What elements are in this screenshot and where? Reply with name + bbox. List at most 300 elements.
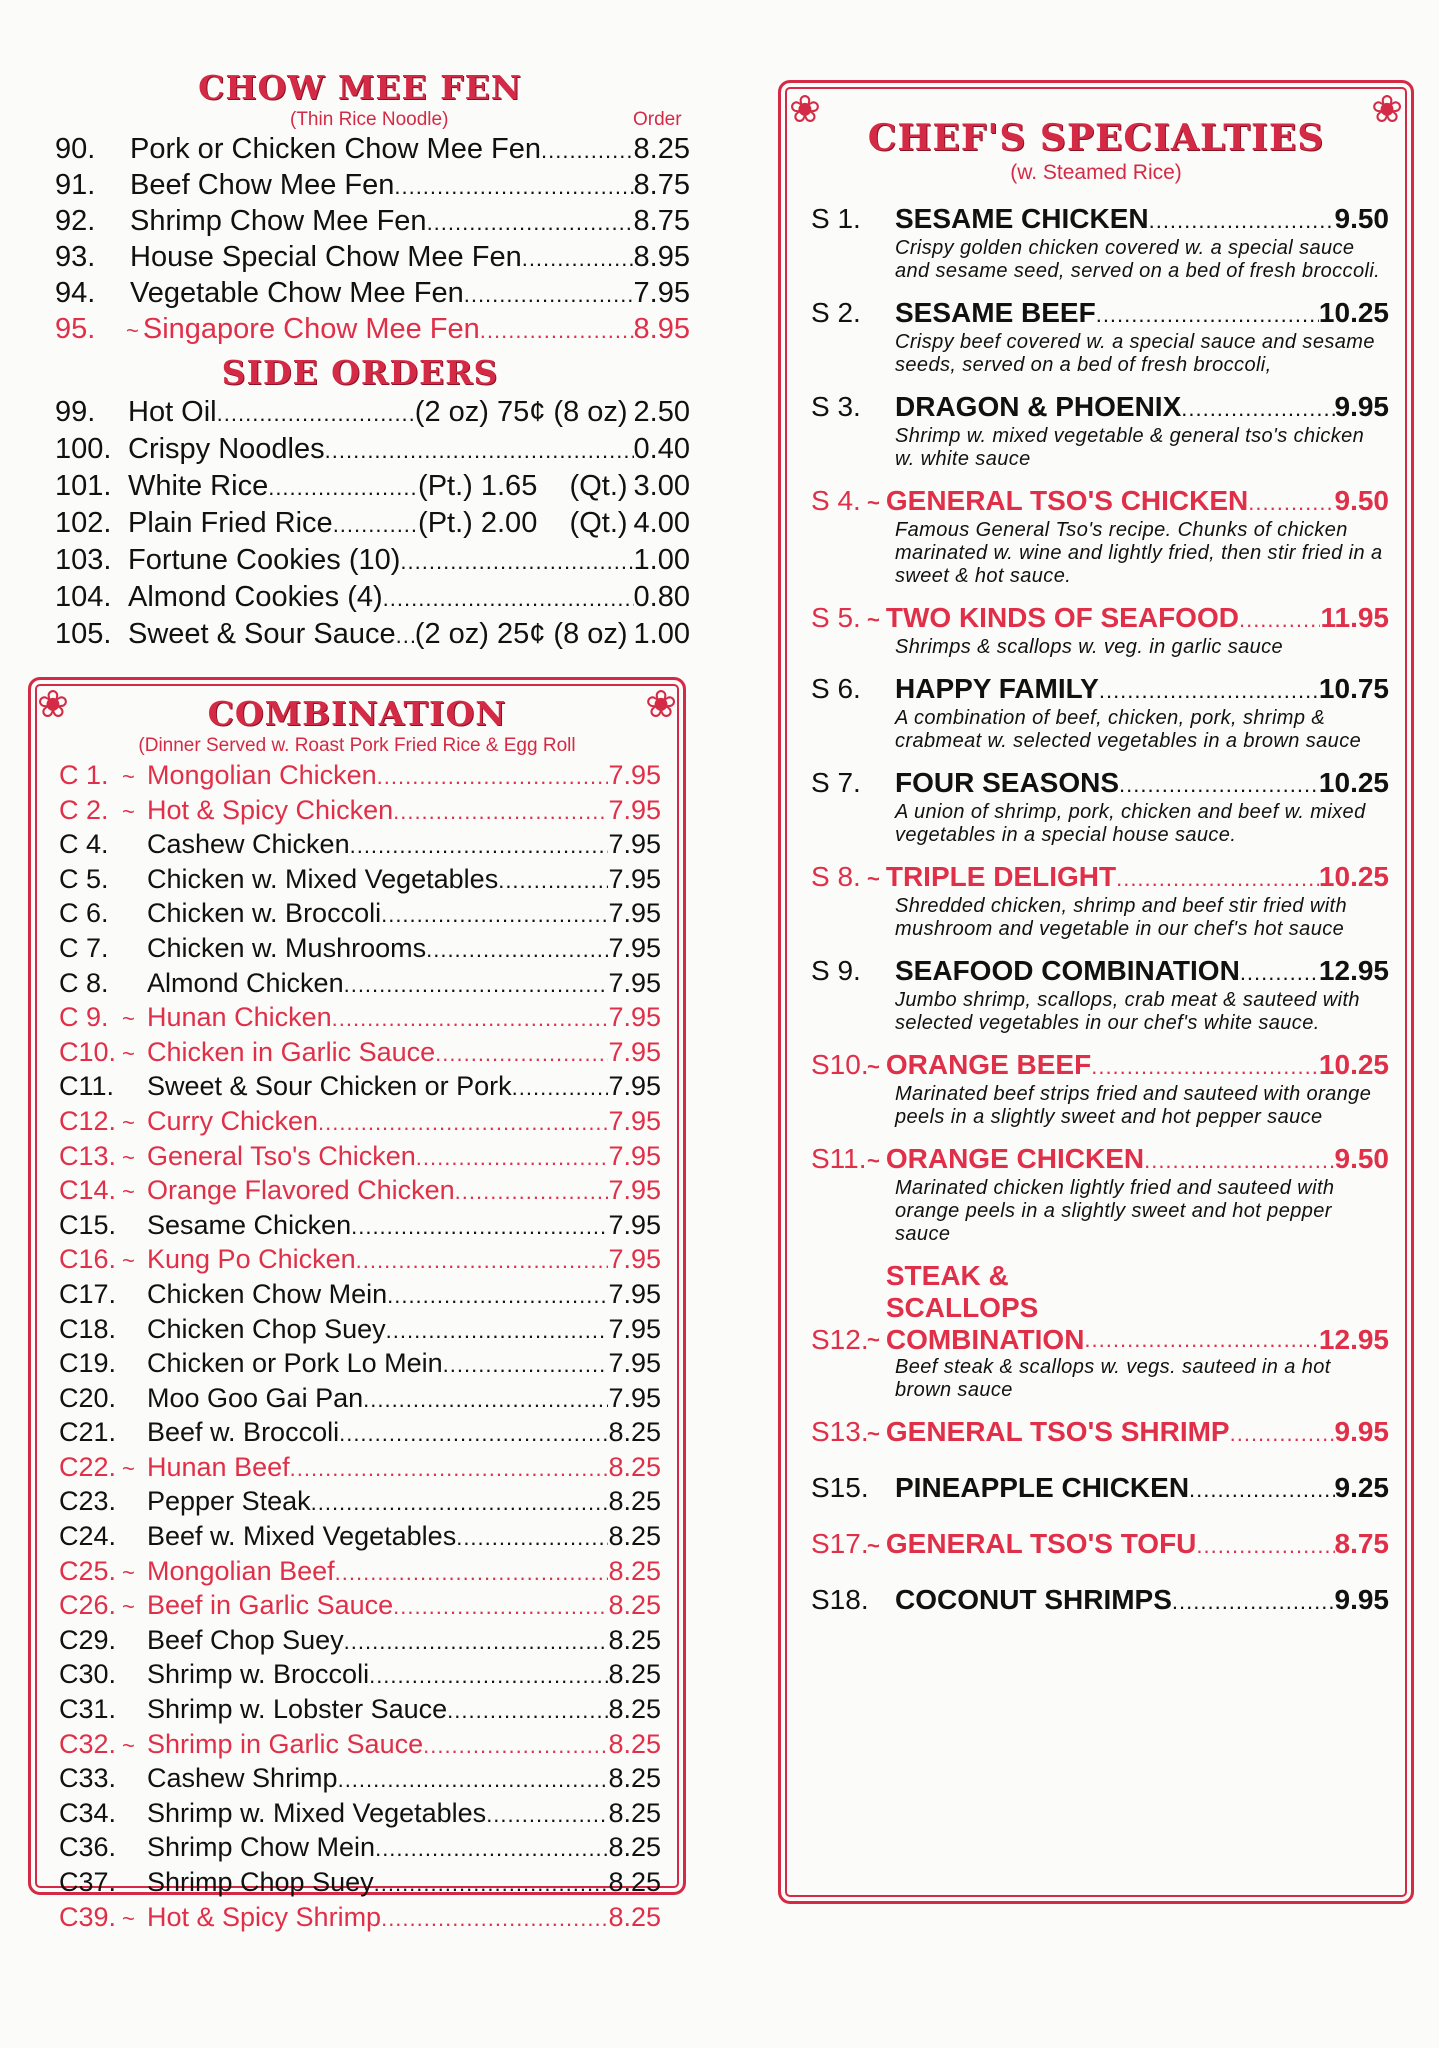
dot-leader [1091,1051,1319,1083]
menu-item [59,1866,661,1901]
item-number: S 3. [811,391,861,422]
item-price: 7.95 [608,760,661,790]
item-price: 7.95 [608,1140,661,1171]
item-name: Shrimp w. Lobster Sauce [147,1694,448,1725]
specialty-item [811,485,1389,588]
size-prices: (2 oz) 75¢ (8 oz) [414,396,628,428]
menu-item [59,1555,661,1590]
item-number: S18. [811,1584,869,1615]
chow-mee-fen-list [50,133,690,347]
item-number: C33. [59,1763,117,1794]
menu-item [59,1243,661,1278]
specialty-title-row [811,1472,1389,1506]
hot-pepper-icon: ~ [867,866,880,891]
item-number: C12. [59,1105,117,1136]
combination-list [31,759,683,1935]
number-spacer [121,1451,147,1486]
item-price: 10.25 [1318,767,1389,798]
item-number: S11. [811,1143,867,1174]
dot-leader [375,1833,608,1866]
item-name: Moo Goo Gai Pan [147,1382,364,1413]
item-name: Hunan Chicken [147,1002,332,1033]
item-price: 3.00 [633,470,690,502]
hot-pepper-icon: ~ [867,607,880,632]
item-name: GENERAL TSO'S CHICKEN [885,485,1249,516]
menu-item [50,544,690,578]
item-price: 9.50 [1334,1143,1389,1174]
dot-leader [386,1315,609,1348]
item-name: PINEAPPLE CHICKEN [895,1472,1190,1503]
item-name: Almond Cookies (4) [128,581,383,613]
dot-leader [1084,1324,1319,1356]
item-price: 8.25 [608,1901,661,1932]
item-name: ORANGE CHICKEN [885,1143,1145,1174]
item-price: 8.25 [608,1521,661,1552]
menu-item [59,897,661,932]
menu-item [59,967,661,1002]
item-name: Hot Oil [128,396,217,428]
dot-leader [268,471,418,504]
item-price: 8.25 [608,1451,661,1482]
dot-leader [1116,863,1319,895]
item-price: 9.95 [1334,1584,1389,1615]
item-number: S10. [811,1049,869,1080]
item-number: 102. [55,507,112,539]
specialty-title-row [811,297,1389,331]
item-price: 10.25 [1318,297,1389,328]
dot-leader [1189,1474,1334,1506]
hot-pepper-icon: ~ [122,1040,135,1066]
item-name: House Special Chow Mee Fen [130,241,522,273]
item-price: 8.75 [1334,1528,1389,1559]
item-price: 12.95 [1318,955,1389,986]
dot-leader [290,1453,609,1486]
item-number: C37. [59,1867,117,1897]
dot-leader [351,1211,608,1244]
item-price: 8.25 [608,1832,661,1863]
hot-pepper-icon: ~ [122,1109,135,1135]
menu-item [50,470,690,504]
item-name: Mongolian Chicken [147,760,377,790]
hot-pepper-icon: ~ [122,1905,135,1931]
item-name: SESAME BEEF [895,297,1096,328]
item-description: A combination of beef, chicken, pork, shrimp & crabmeat w. selected vegetables in a brown sauce [895,707,1362,752]
floral-corner-icon: ❀ [1371,89,1403,131]
item-number: 93. [55,241,96,273]
specialty-item [811,602,1389,659]
item-price: 10.75 [1318,673,1389,704]
item-name: Hot & Spicy Shrimp [147,1901,382,1932]
item-number: C36. [59,1832,117,1863]
item-description: Marinated beef strips fried and sauteed with orange peels in a slightly sweet and hot pepper sauce [895,1083,1372,1128]
item-price: 7.95 [608,967,661,998]
floral-corner-icon: ❀ [37,684,69,726]
size-prices: (Pt.) 1.65 (Qt.) [418,470,628,502]
item-number: 101. [55,470,112,502]
specialty-item [811,767,1389,847]
item-price: 9.95 [1334,391,1389,422]
item-number: C26. [59,1590,117,1621]
menu-item [59,1105,661,1140]
number-spacer [121,759,147,794]
menu-item [59,1520,661,1555]
item-name: Chicken Chop Suey [147,1313,386,1344]
specialty-title-row [811,1260,1389,1356]
item-number: C18. [59,1313,117,1344]
menu-item [59,1728,661,1763]
item-name: Kung Po Chicken [147,1244,356,1275]
left-column [50,68,690,655]
item-name: Shrimp Chow Mee Fen [130,205,427,237]
specialty-item [811,1260,1389,1402]
item-name: Beef in Garlic Sauce [147,1590,394,1621]
dot-leader [1230,1418,1335,1450]
menu-item [59,1001,661,1036]
item-number: 105. [55,618,112,650]
menu-item [59,1209,661,1244]
number-spacer [121,1140,147,1175]
item-number: C22. [59,1451,117,1482]
item-description: Shrimps & scallops w. veg. in garlic sauce [895,636,1284,658]
item-price: 10.25 [1318,861,1389,892]
item-number: S 7. [811,767,861,798]
dot-leader [522,242,634,275]
item-price: 9.25 [1334,1472,1389,1503]
item-name: Mongolian Beef [147,1555,335,1586]
item-number: C 7. [59,932,109,963]
specialty-item [811,955,1389,1035]
item-number: S 4. [811,485,861,516]
dot-leader [344,969,609,1002]
item-number: S 9. [811,955,861,986]
item-price: 8.25 [608,1763,661,1794]
item-price: 7.95 [608,1278,661,1309]
dot-leader [344,1626,609,1659]
item-number: C31. [59,1694,117,1725]
item-name: Chicken w. Broccoli [147,898,382,929]
menu-item [59,1797,661,1832]
dot-leader [541,134,634,167]
item-price: 8.75 [633,169,690,201]
dot-leader [1196,1530,1334,1562]
dot-leader [393,1591,608,1624]
item-price: 8.25 [633,133,690,165]
item-number: C15. [59,1209,117,1240]
hot-pepper-icon: ~ [867,1054,880,1079]
menu-item [59,1901,661,1936]
item-name: Cashew Chicken [147,829,350,860]
item-price: 8.75 [633,205,690,237]
item-name: Pork or Chicken Chow Mee Fen [130,133,541,165]
hot-pepper-icon: ~ [122,1179,135,1205]
item-number: C23. [59,1486,117,1517]
menu-item [50,433,690,467]
menu-item [59,1278,661,1313]
item-number: 94. [55,277,96,309]
item-number: 92. [55,205,96,237]
dot-leader [339,1418,608,1451]
specialty-title-row [811,1416,1389,1450]
menu-item [50,241,690,275]
item-name: Singapore Chow Mee Fen [142,313,480,345]
item-price: 8.25 [608,1659,661,1690]
specialty-item [811,1049,1389,1129]
item-name: Beef Chow Mee Fen [130,169,395,201]
number-spacer [121,1728,147,1763]
item-description: Shredded chicken, shrimp and beef stir fried with mushroom and vegetable in our chef's hot sauce [895,895,1348,940]
dot-leader [426,934,608,967]
item-description: Famous General Tso's recipe. Chunks of chicken marinated w. wine and lightly fried, then stir fried in a sweet & hot sauce. [895,519,1383,587]
item-price: 9.50 [1334,485,1389,516]
item-price: 8.95 [633,313,690,345]
dot-leader [1248,487,1334,519]
specialty-item [811,1528,1389,1562]
dot-leader [369,1660,608,1693]
item-price: 8.25 [608,1417,661,1448]
item-name: Sweet & Sour Sauce [128,618,396,650]
side-orders-list [50,396,690,652]
item-number: 100. [55,433,112,465]
dot-leader [480,314,634,347]
dot-leader [383,582,634,615]
item-price: 0.40 [633,433,690,465]
item-name: Fortune Cookies (10) [128,544,401,576]
dot-leader [394,170,633,203]
item-price: 0.80 [633,581,690,613]
item-name: SESAME CHICKEN [895,203,1149,234]
item-price: 9.50 [1334,203,1389,234]
item-price: 8.25 [608,1590,661,1621]
size-prices: (2 oz) 25¢ (8 oz) [414,618,628,650]
item-number: S 6. [811,673,861,704]
specialty-title-row [811,1049,1389,1083]
item-price: 7.95 [608,1002,661,1033]
menu-item [50,169,690,203]
hot-pepper-icon: ~ [122,764,135,789]
menu-item [59,932,661,967]
item-price: 7.95 [608,1036,661,1067]
menu-item [59,1485,661,1520]
item-number: S 1. [811,203,861,234]
item-name: GENERAL TSO'S TOFU [885,1528,1197,1559]
dot-leader [335,1557,609,1590]
dot-leader [1119,769,1319,801]
hot-pepper-icon: ~ [122,1559,135,1585]
item-name: White Rice [128,470,269,502]
menu-item [59,1451,661,1486]
item-name: Sesame Chicken [147,1209,352,1240]
item-number: S12. [811,1324,869,1355]
specialty-title-row [811,955,1389,989]
item-price: 8.25 [608,1624,661,1655]
menu-item [50,205,690,239]
specialty-item [811,1143,1389,1246]
item-name: General Tso's Chicken [147,1140,416,1171]
item-name: Shrimp w. Mixed Vegetables [147,1797,487,1828]
menu-item [59,1347,661,1382]
dot-leader [456,1522,608,1555]
specialty-title-row [811,602,1389,636]
number-spacer [121,1901,147,1936]
item-name: Shrimp in Garlic Sauce [147,1728,424,1759]
item-name: Beef Chop Suey [147,1624,344,1655]
item-name: Shrimp Chop Suey [147,1867,374,1897]
specialty-title-row [811,1528,1389,1562]
hot-pepper-icon: ~ [122,798,135,824]
item-number: C24. [59,1521,117,1552]
item-number: C 4. [59,829,109,860]
item-description: Shrimp w. mixed vegetable & general tso's chicken w. white sauce [895,425,1365,470]
item-number: C30. [59,1659,117,1690]
specialty-item [811,1584,1389,1618]
side-orders-title: SIDE ORDERS [221,353,499,392]
specialty-item [811,297,1389,377]
hot-pepper-icon: ~ [122,1594,135,1620]
item-name: Chicken or Pork Lo Mein [147,1348,443,1379]
item-number: 104. [55,581,112,613]
dot-leader [377,761,609,794]
item-price: 4.00 [633,507,690,539]
menu-item [50,133,690,167]
item-number: C19. [59,1348,117,1379]
item-price: 7.95 [608,1071,661,1102]
item-number: S17. [811,1528,869,1559]
item-name: Hunan Beef [147,1451,290,1482]
dot-leader [443,1349,609,1382]
item-price: 7.95 [608,1244,661,1275]
dot-leader [1144,1145,1334,1177]
item-number: S13. [811,1416,869,1447]
item-price: 2.50 [633,396,690,428]
item-price: 8.95 [633,241,690,273]
item-number: C39. [59,1901,117,1932]
chow-mee-fen-subtitle: (Thin Rice Noodle) [290,109,449,130]
item-number: C 8. [59,967,109,998]
floral-corner-icon: ❀ [789,89,821,131]
item-price: 7.95 [633,277,690,309]
dot-leader [1096,299,1319,331]
dot-leader [1181,393,1334,425]
dot-leader [393,796,608,829]
item-name: Sweet & Sour Chicken or Pork [147,1071,512,1102]
item-price: 1.00 [633,544,690,576]
dot-leader [486,1799,608,1832]
item-description: A union of shrimp, pork, chicken and beef w. mixed vegetables in a special house sauce. [895,801,1366,846]
item-name: GENERAL TSO'S SHRIMP [885,1416,1230,1447]
number-spacer [121,1555,147,1590]
item-name: Cashew Shrimp [147,1763,338,1794]
dot-leader [1149,205,1335,237]
number-spacer [121,1036,147,1071]
item-price: 8.25 [608,1728,661,1759]
specialty-title-row [811,485,1389,519]
item-name: DRAGON & PHOENIX [895,391,1182,422]
item-number: 91. [55,169,96,201]
item-number: C17. [59,1278,117,1309]
item-number: C34. [59,1797,117,1828]
number-spacer [121,794,147,829]
item-name: Chicken Chow Mein [147,1278,388,1309]
hot-pepper-icon: ~ [867,1533,880,1558]
specialty-title-row [811,203,1389,237]
dot-leader [381,899,608,932]
item-price: 8.25 [608,1555,661,1586]
dot-leader [498,865,608,898]
item-price: 9.95 [1334,1416,1389,1447]
specialty-item [811,673,1389,753]
dot-leader [1240,957,1319,989]
menu-item [59,1658,661,1693]
item-name: STEAK & SCALLOPS COMBINATION [885,1260,1085,1355]
hot-pepper-icon: ~ [126,318,139,343]
item-number: C14. [59,1175,117,1206]
dot-leader [318,1107,608,1140]
item-name: Chicken w. Mushrooms [147,932,427,963]
item-name: Orange Flavored Chicken [147,1175,455,1206]
item-price: 1.00 [633,618,690,650]
hot-pepper-icon: ~ [122,1006,135,1032]
item-number: 90. [55,133,96,165]
dot-leader [427,206,634,239]
item-price: 7.95 [608,1313,661,1344]
item-number: 103. [55,544,112,576]
chefs-specialties-list [781,185,1411,1618]
menu-item [59,1174,661,1209]
item-price: 7.95 [608,1348,661,1379]
menu-item [50,396,690,430]
number-spacer [121,1589,147,1624]
hot-pepper-icon: ~ [867,1148,880,1173]
dot-leader [387,1280,608,1313]
item-number: S 5. [811,602,861,633]
menu-item [59,828,661,863]
floral-corner-icon: ❀ [645,684,677,726]
item-number: C11. [59,1071,115,1102]
specialty-title-row [811,767,1389,801]
hot-pepper-icon: ~ [122,1455,135,1481]
dot-leader [423,1730,608,1763]
item-number: C 9. [59,1002,109,1033]
dot-leader [1099,675,1319,707]
item-name: Chicken w. Mixed Vegetables [147,863,499,894]
dot-leader [332,1003,609,1036]
number-spacer [121,1174,147,1209]
item-description: Crispy beef covered w. a special sauce and sesame seeds, served on a bed of fresh broccoli, [895,331,1375,376]
item-name: Plain Fried Rice [128,507,333,539]
item-number: C 1. [59,760,109,790]
dot-leader [400,545,633,578]
combination-subtitle: (Dinner Served w. Roast Pork Fried Rice & Egg Roll [138,735,576,756]
dot-leader [311,1487,609,1520]
item-name: Almond Chicken [147,967,344,998]
item-name: Pepper Steak [147,1486,311,1517]
item-number: C29. [59,1624,117,1655]
item-number: C25. [59,1555,117,1586]
item-description: Crispy golden chicken covered w. a special sauce and sesame seed, served on a bed of fresh broccoli. [895,237,1381,282]
dot-leader [333,508,418,541]
menu-item [59,1624,661,1659]
hot-pepper-icon: ~ [867,490,880,515]
item-name: Hot & Spicy Chicken [147,794,394,825]
menu-item [50,581,690,615]
item-number: S15. [811,1472,869,1503]
item-name: Chicken in Garlic Sauce [147,1036,436,1067]
hot-pepper-icon: ~ [867,1421,880,1446]
specialty-item [811,1416,1389,1450]
menu-item [50,507,690,541]
item-name: FOUR SEASONS [895,767,1120,798]
menu-item [59,794,661,829]
